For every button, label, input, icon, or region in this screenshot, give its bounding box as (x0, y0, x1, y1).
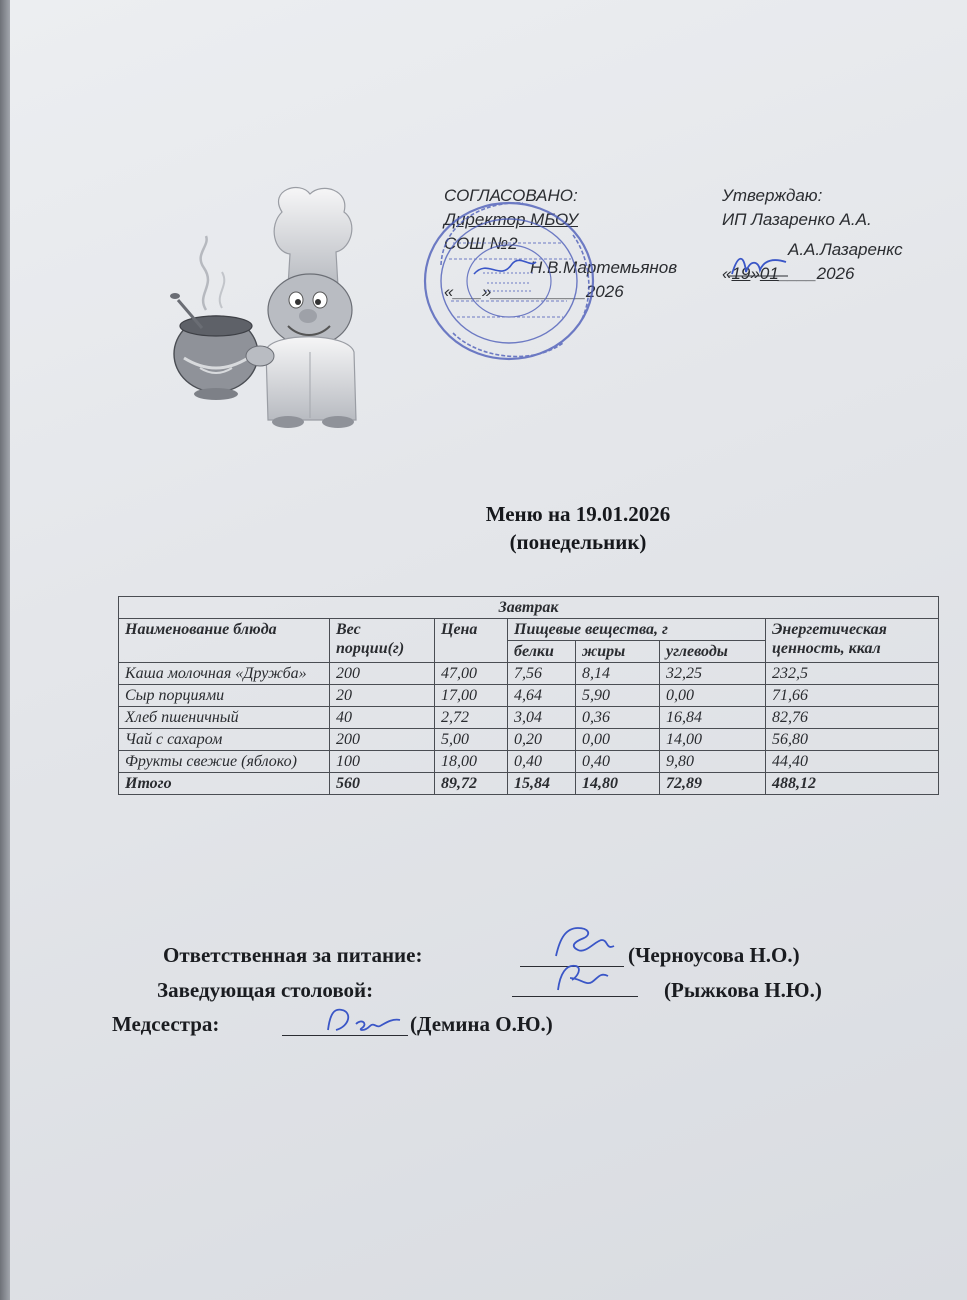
handwritten-signature-icon (552, 958, 616, 996)
cell-proteins: 4,64 (508, 685, 576, 707)
cell-price: 47,00 (435, 663, 508, 685)
cell-fats: 0,36 (576, 707, 660, 729)
page-subtitle: (понедельник) (509, 530, 647, 554)
chef-icon (160, 182, 365, 430)
total-row (119, 773, 939, 795)
cell-fats: 5,90 (576, 685, 660, 707)
header-weight: Вес порции(г) (330, 619, 435, 663)
header-fats: жиры (576, 641, 660, 663)
cell-carbs: 0,00 (660, 685, 766, 707)
cell-fats: 0,40 (576, 751, 660, 773)
cell-price: 2,72 (435, 707, 508, 729)
cell-weight: 200 (330, 663, 435, 685)
total-carbs: 72,89 (660, 773, 766, 795)
cell-proteins: 0,40 (508, 751, 576, 773)
total-proteins: 15,84 (508, 773, 576, 795)
signature-rule (512, 996, 638, 997)
agreed-school: СОШ №2 (444, 234, 518, 253)
cell-energy: 44,40 (766, 751, 939, 773)
agreed-heading: СОГЛАСОВАНО: (444, 186, 578, 205)
signature-name-nurse: (Демина О.Ю.) (410, 1012, 553, 1036)
header-nutrients: Пищевые вещества, г (508, 619, 766, 641)
cell-proteins: 7,56 (508, 663, 576, 685)
approved-name: А.А.Лазаренкс (788, 240, 903, 259)
cell-carbs: 14,00 (660, 729, 766, 751)
cell-name: Каша молочная «Дружба» (119, 663, 330, 685)
cell-proteins: 3,04 (508, 707, 576, 729)
cell-energy: 82,76 (766, 707, 939, 729)
agreed-year: 2026 (585, 282, 624, 301)
signature-role-canteen: Заведующая столовой: (157, 978, 374, 1002)
entrepreneur-signature-icon (728, 250, 790, 280)
table-row (119, 663, 939, 685)
agreed-position: Директор МБОУ (444, 210, 578, 229)
cell-energy: 71,66 (766, 685, 939, 707)
approved-year: 2026 (816, 264, 855, 283)
table-row (119, 729, 939, 751)
cell-name: Хлеб пшеничный (119, 707, 330, 729)
cell-fats: 8,14 (576, 663, 660, 685)
cell-price: 17,00 (435, 685, 508, 707)
cell-carbs: 16,84 (660, 707, 766, 729)
cell-energy: 56,80 (766, 729, 939, 751)
total-label: Итого (119, 773, 330, 795)
cell-name: Сыр порциями (119, 685, 330, 707)
cell-name: Фрукты свежие (яблоко) (119, 751, 330, 773)
approved-heading: Утверждаю: (722, 186, 823, 205)
cell-price: 18,00 (435, 751, 508, 773)
table-row (119, 751, 939, 773)
cell-carbs: 9,80 (660, 751, 766, 773)
table-row (119, 685, 939, 707)
agreed-name: Н.В.Мартемьянов (530, 258, 678, 277)
menu-table (118, 596, 939, 795)
cell-weight: 100 (330, 751, 435, 773)
header-carbs: углеводы (660, 641, 766, 663)
approved-date: «19»01____2026 (722, 264, 855, 283)
section-header: Завтрак (119, 597, 939, 619)
approved-day: 19 (731, 264, 751, 283)
cell-weight: 40 (330, 707, 435, 729)
agreed-date: «___»__________2026 (444, 282, 624, 301)
signature-name-canteen: (Рыжкова Н.Ю.) (664, 978, 822, 1002)
approved-position: ИП Лазаренко А.А. (722, 210, 872, 229)
signature-name-nutrition: (Черноусова Н.О.) (628, 943, 800, 967)
cell-name: Чай с сахаром (119, 729, 330, 751)
signature-role-nurse: Медсестра: (112, 1012, 220, 1036)
cell-fats: 0,00 (576, 729, 660, 751)
total-fats: 14,80 (576, 773, 660, 795)
cell-energy: 232,5 (766, 663, 939, 685)
header-name: Наименование блюда (119, 619, 330, 663)
total-energy: 488,12 (766, 773, 939, 795)
page-title: Меню на 19.01.2026 (485, 502, 671, 526)
background-edge (0, 0, 10, 1300)
director-signature-icon (470, 248, 540, 288)
cell-weight: 20 (330, 685, 435, 707)
approved-month: 01 (759, 264, 779, 283)
handwritten-signature-icon (322, 1004, 404, 1036)
cell-carbs: 32,25 (660, 663, 766, 685)
table-row (119, 707, 939, 729)
header-proteins: белки (508, 641, 576, 663)
agreed-date-blank: «___»___ (444, 282, 520, 301)
total-price: 89,72 (435, 773, 508, 795)
cell-proteins: 0,20 (508, 729, 576, 751)
cell-price: 5,00 (435, 729, 508, 751)
signature-role-nutrition: Ответственная за питание: (163, 943, 423, 967)
total-weight: 560 (330, 773, 435, 795)
header-price: Цена (435, 619, 508, 663)
cell-weight: 200 (330, 729, 435, 751)
header-energy: Энергетическая ценность, ккал (766, 619, 939, 663)
